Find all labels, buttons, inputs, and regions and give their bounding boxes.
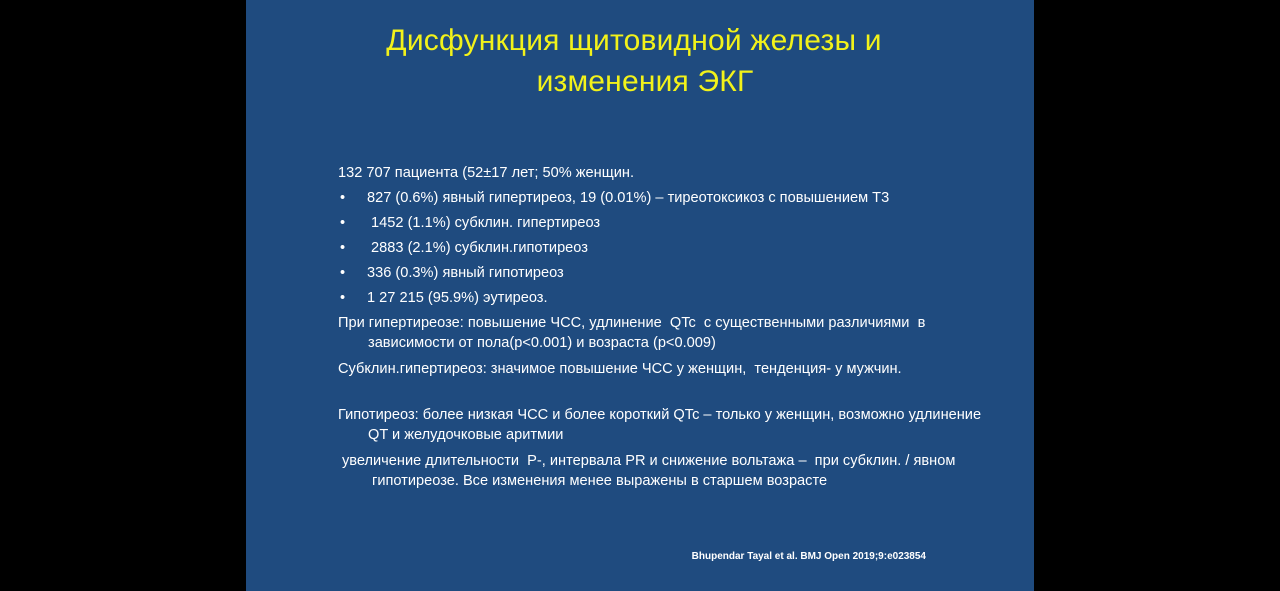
bullet-icon: • [340,215,346,231]
bullet-text: 827 (0.6%) явный гипертиреоз, 19 (0.01%) – тиреотоксикоз с повышением Т3 [367,190,890,206]
presentation-slide [246,0,1034,591]
slide-title [246,20,1034,102]
hypothyroid-paragraph: Гипотиреоз: более низкая ЧСС и более короткий QTc – только у женщин, возможно удлинение QT и желудочковые аритмии [338,407,982,443]
bullet-text: 1 27 215 (95.9%) эутиреоз. [367,290,548,306]
bullet-item [338,238,998,258]
bullet-list [338,188,998,308]
bullet-icon: • [340,240,346,256]
bullet-item [338,213,998,233]
slide-body [338,163,998,491]
subclinical-hyperthyroid-paragraph: Субклин.гипертиреоз: значимое повышение ЧСС у женщин, тенденция- у мужчин. [338,361,902,377]
hypothyroid-ecg-paragraph: увеличение длительности P-, интервала PR и снижение вольтажа – при субклин. / явном гипотиреозе. Все изменения менее выражены в старшем возрасте [342,453,960,489]
bullet-item [338,288,998,308]
bullet-text: 1452 (1.1%) субклин. гипертиреоз [367,215,601,231]
hyperthyroid-paragraph: При гипертиреозе: повышение ЧСС, удлинение QTc с существенными различиями в зависимости от пола(p<0.001) и возраста (p<0.009) [338,315,930,351]
bullet-item [338,188,998,208]
bullet-text: 2883 (2.1%) субклин.гипотиреоз [367,240,588,256]
intro-text: 132 707 пациента (52±17 лет; 50% женщин. [338,165,635,181]
bullet-icon: • [340,290,346,306]
slide-title-line-2: изменения ЭКГ [536,65,754,98]
source-citation: Bhupendar Tayal et al. BMJ Open 2019;9:e023854 [691,551,926,562]
bullet-icon: • [340,190,346,206]
bullet-text: 336 (0.3%) явный гипотиреоз [367,265,564,281]
bullet-item [338,263,998,283]
bullet-icon: • [340,265,346,281]
slide-title-line-1: Дисфункция щитовидной железы и [386,24,882,57]
